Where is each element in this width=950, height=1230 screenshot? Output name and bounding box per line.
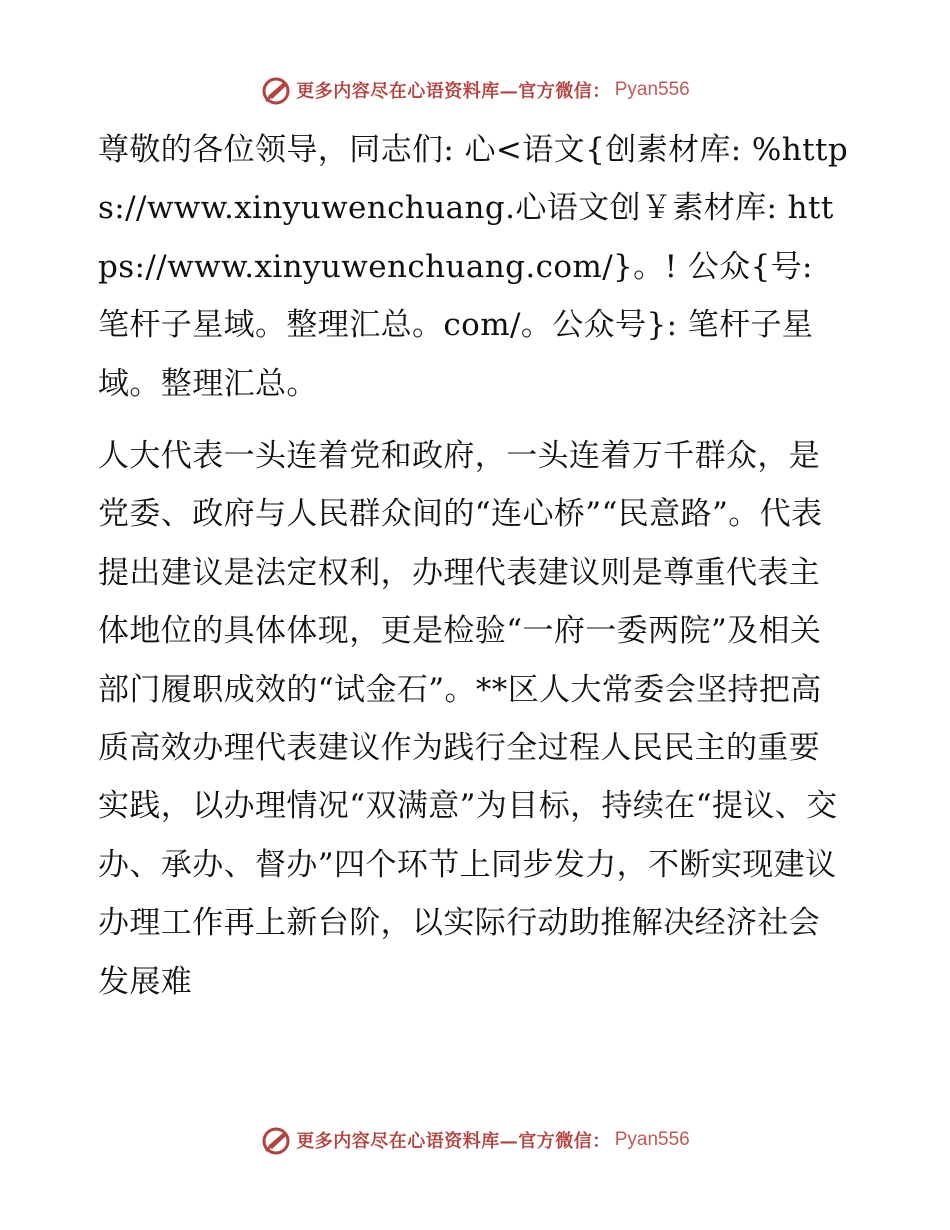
header-wechat-id: Pyan556 (614, 79, 690, 100)
paragraph-body: 人大代表一头连着党和政府，一头连着万千群众，是党委、政府与人民群众间的“连心桥”“民意路”。代表提出建议是法定权利，办理代表建议则是尊重代表主体地位的具体体现，更是检验“一府一委两院”及相关部门履职成效的“试金石”。**区人大常委会坚持把高质高效办理代表建议作为践行全过程人民民主的重要实践，以办理情况“双满意”为目标，持续在“提议、交办、承办、督办”四个环节上同步发力，不断实现建议办理工作再上新台阶，以实际行动助推解决经济社会发展难 (98, 438, 838, 1000)
footer-wechat-id: Pyan556 (614, 1129, 690, 1150)
header-banner-text: 更多内容尽在心语资料库—官方微信： (296, 81, 611, 102)
logo-icon (260, 1124, 292, 1156)
footer-banner-text: 更多内容尽在心语资料库—官方微信： (296, 1131, 611, 1152)
logo-icon (260, 74, 292, 106)
footer-banner (0, 1120, 950, 1160)
paragraph-greeting: 尊敬的各位领导，同志们: 心<语文{创素材库: %https://www.xinyuwenchuang.心语文创￥素材库: https://www.xinyuwenchuang.com/}。! 公众{号: 笔杆子星域。整理汇总。com/。公众号}: 笔杆子星域。整理汇总。 (98, 132, 849, 402)
header-banner (0, 70, 950, 110)
